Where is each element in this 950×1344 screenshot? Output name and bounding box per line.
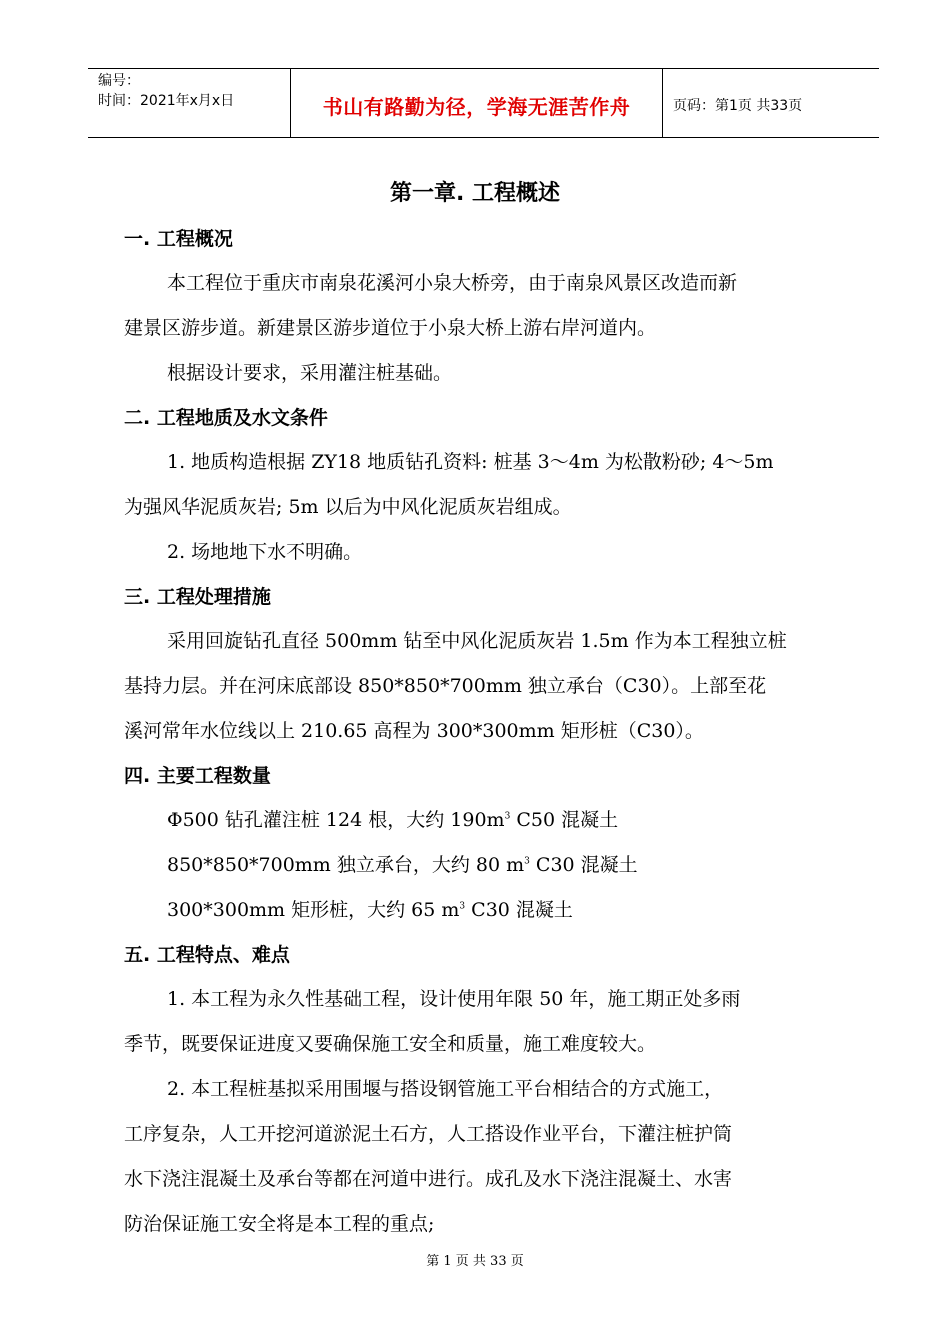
paragraph-line: 季节，既要保证进度又要确保施工安全和质量，施工难度较大。 — [124, 1033, 657, 1055]
document-number-label: 编号： — [98, 73, 140, 89]
section-heading-2: 二. 工程地质及水文条件 — [124, 407, 328, 429]
superscript: 3 — [459, 901, 466, 912]
paragraph-line: 本工程位于重庆市南泉花溪河小泉大桥旁，由于南泉风景区改造而新 — [167, 272, 738, 294]
quantity-text: 850*850*700mm 独立承台，大约 80 m — [167, 854, 525, 876]
paragraph-line: 1. 地质构造根据 ZY18 地质钻孔资料: 桩基 3～4m 为松散粉砂; 4～5m — [167, 451, 774, 473]
quantity-text: C30 混凝土 — [529, 854, 638, 876]
page-footer: 第 1 页 共 33 页 — [426, 1254, 524, 1269]
section-heading-4: 四. 主要工程数量 — [124, 765, 271, 787]
quantity-line — [167, 805, 618, 832]
superscript: 3 — [524, 856, 530, 867]
paragraph-line: 水下浇注混凝土及承台等都在河道中进行。成孔及水下浇注混凝土、水害 — [124, 1168, 733, 1190]
paragraph-line: 2. 本工程桩基拟采用围堰与搭设钢管施工平台相结合的方式施工， — [167, 1078, 724, 1100]
superscript: 3 — [504, 811, 511, 822]
paragraph-line: 溪河常年水位线以上 210.65 高程为 300*300mm 矩形桩（C30）。 — [124, 720, 704, 742]
header-page-info: 页码：第1页 共33页 — [673, 98, 803, 114]
quantity-line — [167, 895, 573, 922]
header-meta-cell — [88, 69, 290, 137]
paragraph-line: 工序复杂，人工开挖河道淤泥土石方，人工搭设作业平台，下灌注桩护筒 — [124, 1123, 733, 1145]
quantity-text: C50 混凝土 — [510, 809, 619, 831]
quantity-text: Φ500 钻孔灌注桩 124 根，大约 190m — [167, 809, 505, 831]
section-heading-3: 三. 工程处理措施 — [124, 586, 271, 608]
quantity-text: C30 混凝土 — [465, 899, 573, 921]
quantity-line — [167, 850, 638, 877]
paragraph-line: 基持力层。并在河床底部设 850*850*700mm 独立承台（C30）。上部至花 — [124, 675, 767, 697]
document-time-label: 时间：2021年x月x日 — [98, 93, 235, 109]
quantity-text: 300*300mm 矩形桩，大约 65 m — [167, 899, 460, 921]
page-header — [88, 68, 879, 138]
paragraph-line: 采用回旋钻孔直径 500mm 钻至中风化泥质灰岩 1.5m 作为本工程独立桩 — [167, 630, 787, 652]
paragraph-line: 建景区游步道。新建景区游步道位于小泉大桥上游右岸河道内。 — [124, 317, 657, 339]
paragraph-line: 1. 本工程为永久性基础工程，设计使用年限 50 年，施工期正处多雨 — [167, 988, 741, 1010]
chapter-title: 第一章. 工程概述 — [389, 181, 561, 206]
section-heading-5: 五. 工程特点、难点 — [124, 944, 290, 966]
header-motto: 书山有路勤为径，学海无涯苦作舟 — [322, 95, 631, 119]
paragraph-line: 防治保证施工安全将是本工程的重点; — [124, 1213, 435, 1235]
header-motto-cell — [290, 69, 663, 137]
section-heading-1: 一. 工程概况 — [124, 228, 233, 250]
header-page-cell — [663, 69, 879, 137]
paragraph-line: 为强风华泥质灰岩; 5m 以后为中风化泥质灰岩组成。 — [124, 496, 572, 518]
paragraph-line: 根据设计要求，采用灌注桩基础。 — [167, 362, 453, 384]
paragraph-line: 2. 场地地下水不明确。 — [167, 541, 363, 563]
